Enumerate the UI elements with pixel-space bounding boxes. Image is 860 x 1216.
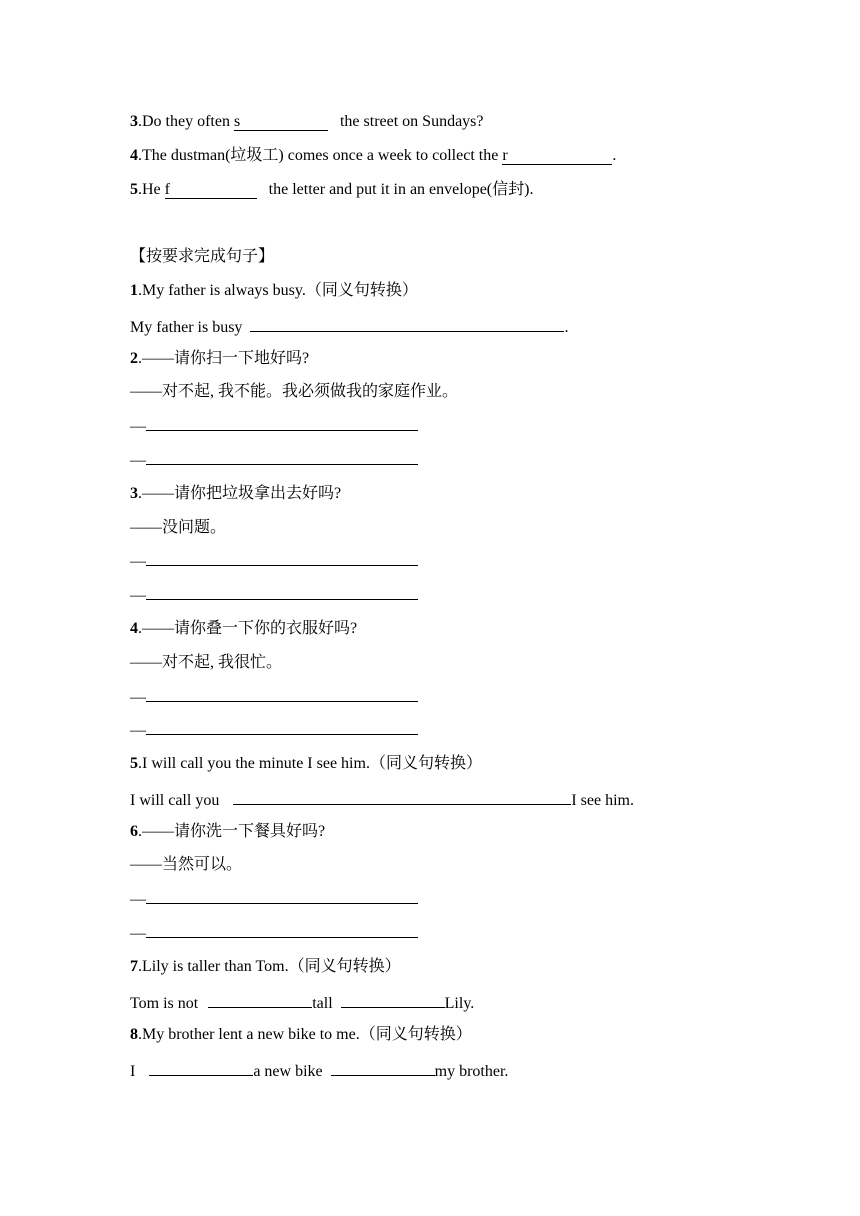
- answer-line-7: [130, 991, 474, 1014]
- question-text: .I will call you the minute I see him.（同义句转换）: [138, 755, 482, 772]
- question-prompt: .——请你把垃圾拿出去好吗?: [138, 485, 342, 502]
- question-4: [130, 619, 357, 639]
- question-text: .He: [138, 181, 165, 198]
- question-5: [130, 754, 482, 774]
- answer-blank[interactable]: [146, 687, 418, 702]
- answer-blank[interactable]: [341, 991, 445, 1008]
- question-text: the street on Sundays?: [335, 113, 484, 130]
- first-letter-hint: f: [164, 181, 170, 198]
- answer-blank[interactable]: [233, 788, 571, 805]
- answer-blank[interactable]: [146, 551, 418, 566]
- dash-mark: —: [130, 722, 146, 739]
- question-2: [130, 349, 309, 369]
- question-reply: ——对不起, 我很忙。: [130, 654, 283, 671]
- answer-prefix: Tom is not: [130, 995, 199, 1012]
- answer-blank[interactable]: [146, 450, 418, 465]
- question-number: 5: [130, 755, 138, 772]
- question-text: .My brother lent a new bike to me.（同义句转换）: [138, 1026, 472, 1043]
- dash-mark: —: [130, 452, 146, 469]
- dash-mark: —: [130, 587, 146, 604]
- question-number: 2: [130, 350, 138, 367]
- dialog-answer-line: [130, 551, 418, 572]
- question-text: .: [612, 147, 617, 164]
- question-prompt: .——请你扫一下地好吗?: [138, 350, 310, 367]
- answer-mid: a new bike: [253, 1063, 323, 1080]
- question-text: .Lily is taller than Tom.（同义句转换）: [138, 958, 401, 975]
- question-text: the letter and put it in an envelope(信封).: [264, 181, 534, 198]
- question-prompt: .——请你洗一下餐具好吗?: [138, 823, 326, 840]
- answer-mid: tall: [312, 995, 333, 1012]
- question-number: 4: [130, 147, 138, 164]
- dash-mark: —: [130, 891, 146, 908]
- dash-mark: —: [130, 553, 146, 570]
- question-8: [130, 1025, 472, 1045]
- dash-mark: —: [130, 689, 146, 706]
- answer-blank[interactable]: [502, 146, 612, 165]
- answer-blank[interactable]: [250, 315, 564, 332]
- question-number: 7: [130, 958, 138, 975]
- answer-blank[interactable]: [146, 416, 418, 431]
- question-prompt: .——请你叠一下你的衣服好吗?: [138, 620, 358, 637]
- answer-line-1: [130, 315, 568, 338]
- question-number: 5: [130, 181, 138, 198]
- answer-blank[interactable]: [146, 720, 418, 735]
- question-7: [130, 957, 401, 977]
- answer-suffix: I see him.: [571, 792, 634, 809]
- question-text: .The dustman(垃圾工) comes once a week to collect the: [138, 147, 503, 164]
- fill-letter-question-4: [130, 146, 616, 166]
- answer-prefix: I: [130, 1063, 136, 1080]
- answer-blank[interactable]: [146, 889, 418, 904]
- question-1: [130, 281, 418, 301]
- question-reply: ——没问题。: [130, 519, 227, 536]
- answer-blank[interactable]: [146, 585, 418, 600]
- answer-line-8: [130, 1059, 508, 1082]
- question-number: 8: [130, 1026, 138, 1043]
- fill-letter-question-5: [130, 180, 533, 200]
- dialog-answer-line: [130, 720, 418, 741]
- question-3: [130, 484, 341, 504]
- question-number: 6: [130, 823, 138, 840]
- answer-blank[interactable]: [331, 1059, 435, 1076]
- dialog-answer-line: [130, 923, 418, 944]
- answer-suffix: Lily.: [444, 995, 475, 1012]
- question-number: 3: [130, 113, 138, 130]
- first-letter-hint: r: [502, 147, 508, 164]
- dash-mark: —: [130, 418, 146, 435]
- answer-suffix: .: [564, 319, 569, 336]
- first-letter-hint: s: [233, 113, 241, 130]
- question-number: 4: [130, 620, 138, 637]
- section-title: 【按要求完成句子】: [130, 248, 275, 265]
- question-number: 3: [130, 485, 138, 502]
- answer-prefix: I will call you: [130, 792, 220, 809]
- question-reply: ——当然可以。: [130, 856, 243, 873]
- answer-blank[interactable]: [146, 923, 418, 938]
- answer-blank[interactable]: [149, 1059, 253, 1076]
- dash-mark: —: [130, 925, 146, 942]
- question-6: [130, 822, 325, 842]
- question-number: 1: [130, 282, 138, 299]
- question-text: .My father is always busy.（同义句转换）: [138, 282, 418, 299]
- dialog-answer-line: [130, 889, 418, 910]
- answer-blank[interactable]: [208, 991, 312, 1008]
- dialog-answer-line: [130, 450, 418, 471]
- fill-letter-question-3: [130, 112, 484, 132]
- question-text: .Do they often: [138, 113, 234, 130]
- answer-suffix: my brother.: [434, 1063, 509, 1080]
- dialog-answer-line: [130, 585, 418, 606]
- dialog-answer-line: [130, 416, 418, 437]
- answer-blank[interactable]: [234, 112, 328, 131]
- dialog-answer-line: [130, 687, 418, 708]
- answer-blank[interactable]: [165, 180, 257, 199]
- answer-line-5: [130, 788, 634, 811]
- question-reply: ——对不起, 我不能。我必须做我的家庭作业。: [130, 383, 459, 400]
- answer-prefix: My father is busy: [130, 319, 243, 336]
